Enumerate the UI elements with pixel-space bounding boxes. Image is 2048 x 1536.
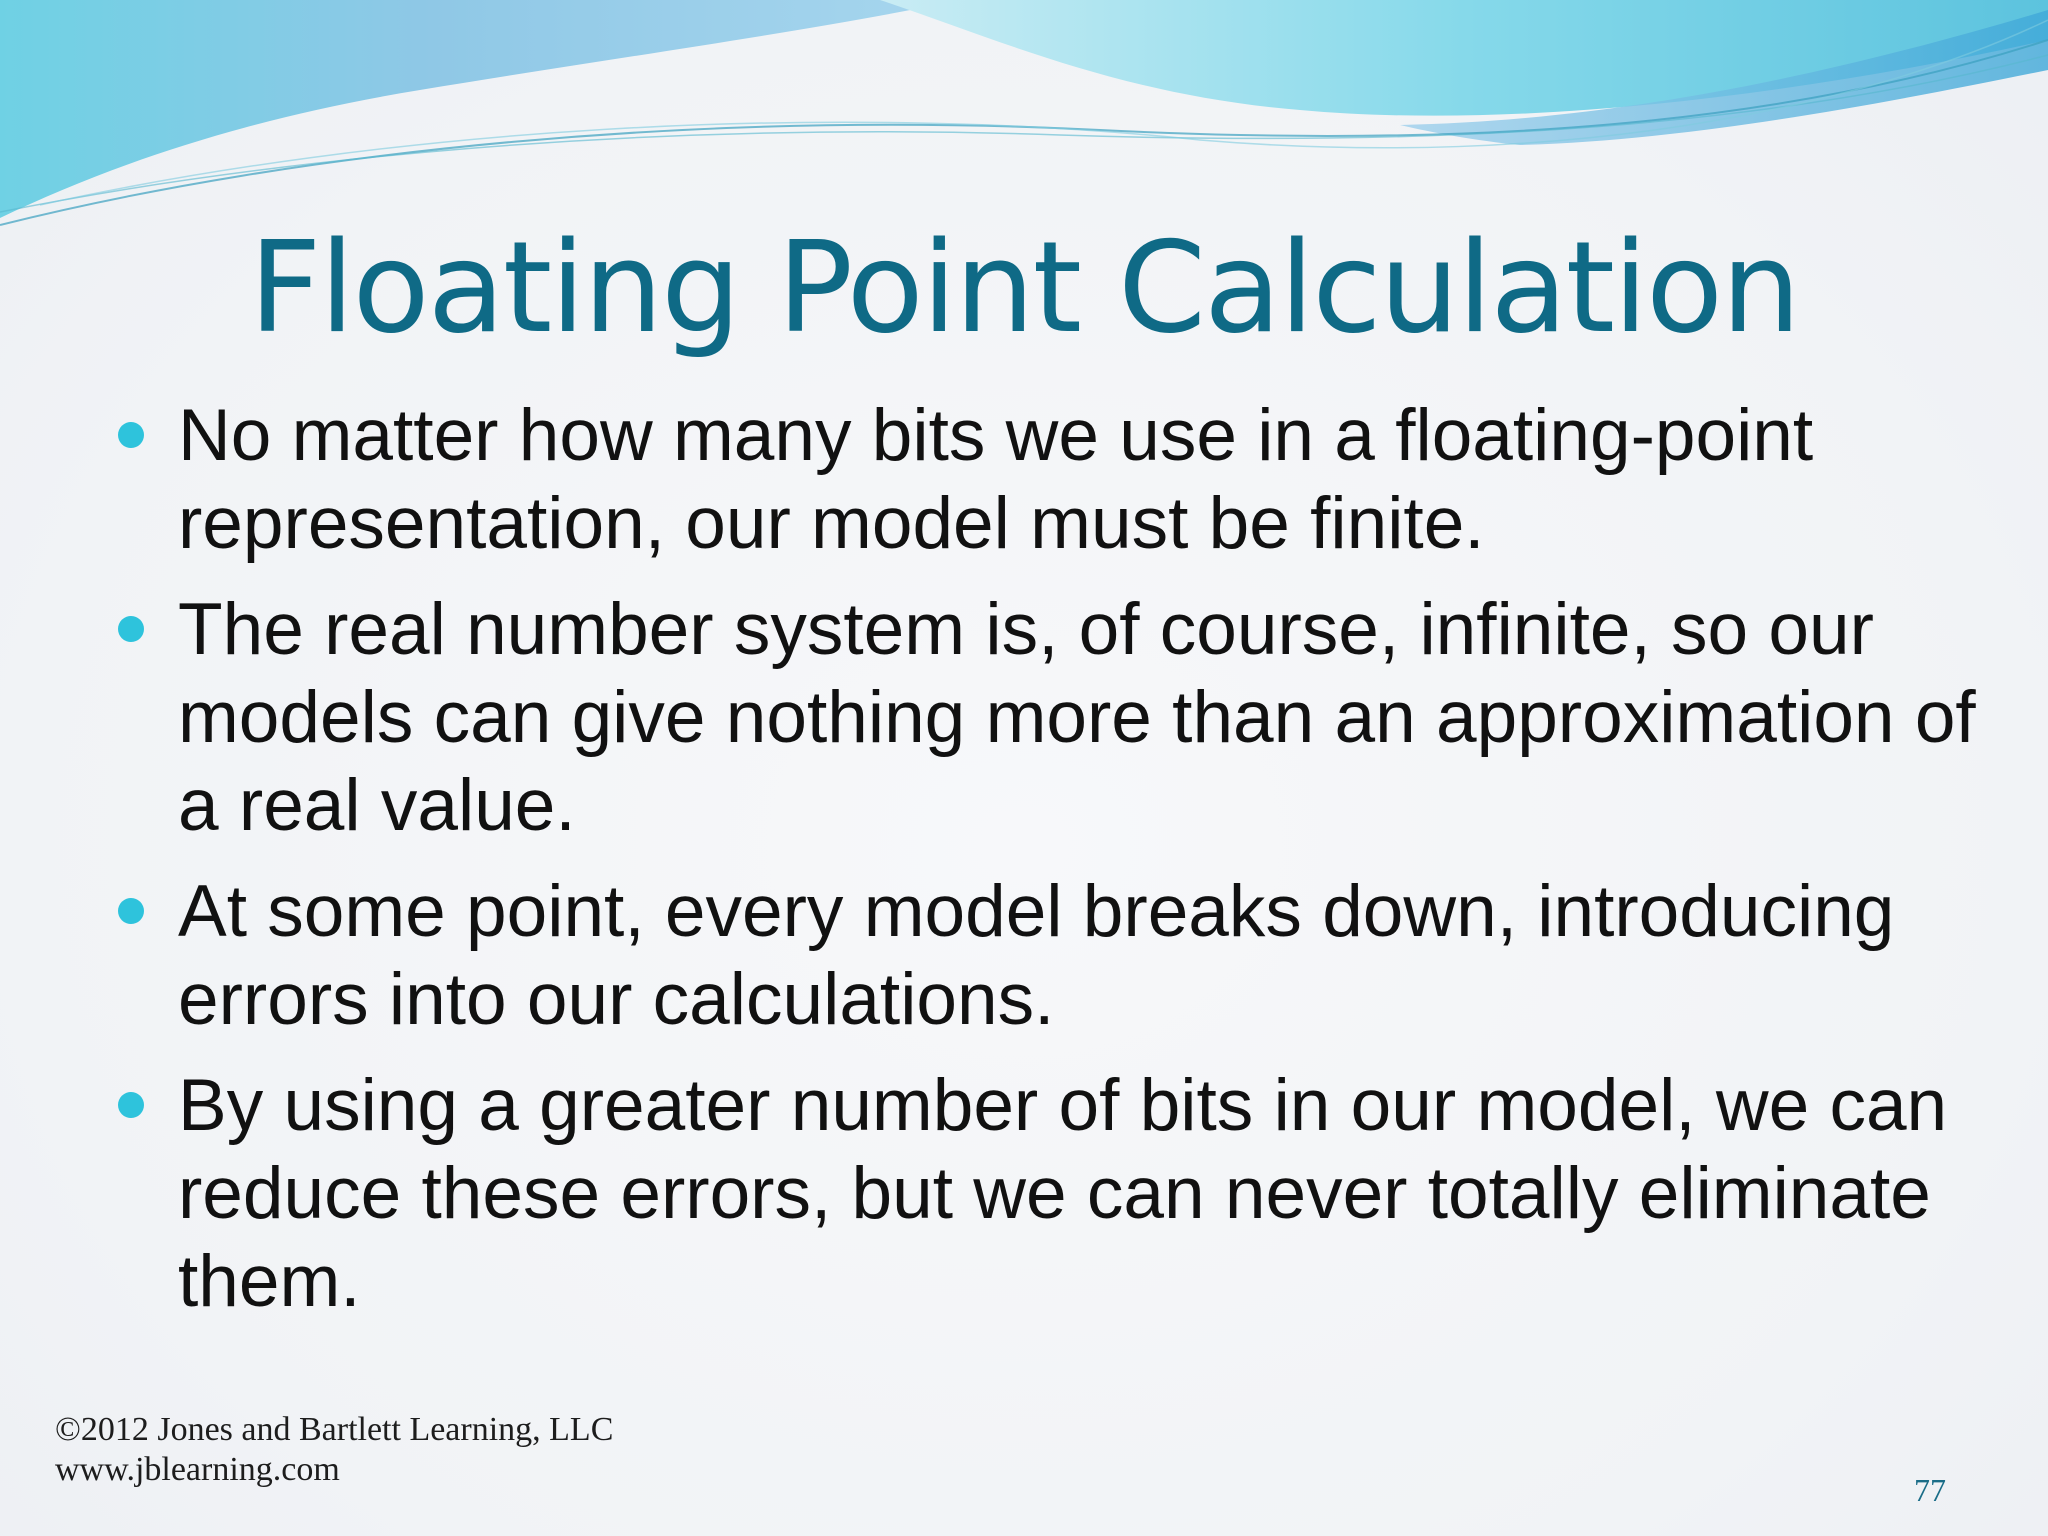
- website-text: www.jblearning.com: [55, 1451, 340, 1488]
- bullet-text: By using a greater number of bits in our model, we can reduce these errors, but we can never totally eliminate them.: [178, 1065, 1948, 1322]
- bullet-list: [118, 392, 1978, 1344]
- bullet-marker-icon: [118, 422, 144, 448]
- page-number: 77: [1914, 1472, 1946, 1508]
- copyright-text: ©2012 Jones and Bartlett Learning, LLC: [55, 1411, 614, 1448]
- bullet-marker-icon: [118, 898, 144, 924]
- bullet-marker-icon: [118, 616, 144, 642]
- bullet-text: At some point, every model breaks down, introducing errors into our calculations.: [178, 871, 1895, 1040]
- footer-copyright: [55, 1410, 613, 1490]
- bullet-text: The real number system is, of course, infinite, so our models can give nothing more than an approximation of a real value.: [178, 589, 1976, 846]
- bullet-item: [118, 868, 1978, 1044]
- bullet-marker-icon: [118, 1092, 144, 1118]
- bullet-item: [118, 392, 1978, 568]
- slide-title: Floating Point Calculation: [249, 214, 1799, 361]
- wave-header-decoration: [0, 0, 2048, 240]
- bullet-item: [118, 1062, 1978, 1326]
- bullet-text: No matter how many bits we use in a floating-point representation, our model must be finite.: [178, 395, 1814, 564]
- bullet-item: [118, 586, 1978, 850]
